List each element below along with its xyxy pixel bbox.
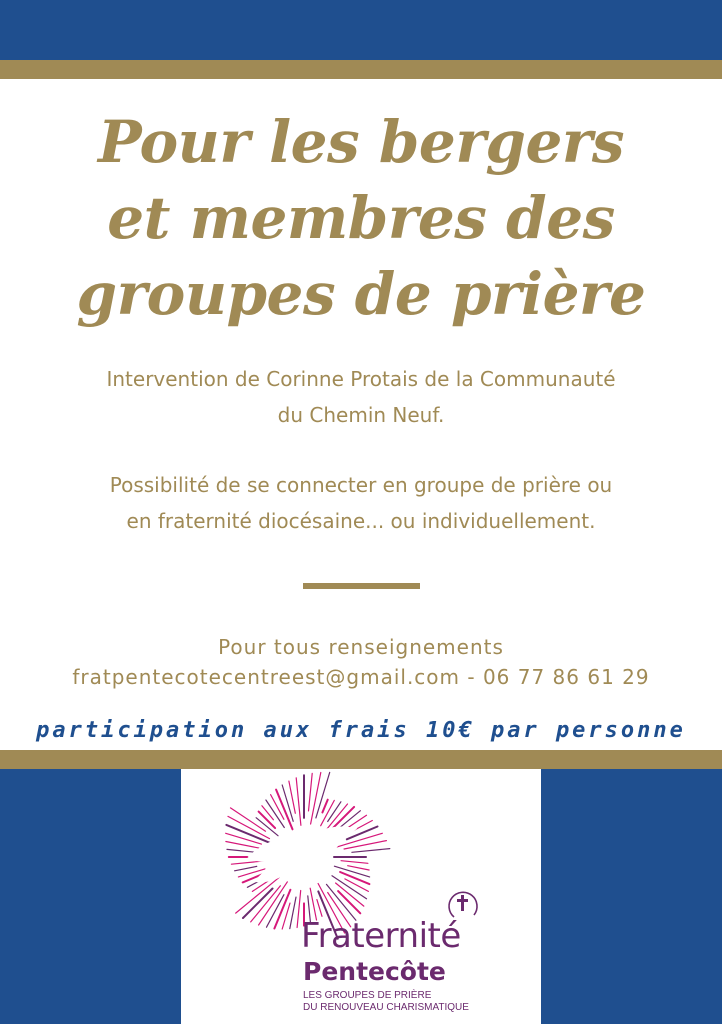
logo-tagline-line-1: LES GROUPES DE PRIÈRE [303,990,432,1001]
intervention-line-2: du Chemin Neuf. [277,403,445,427]
burst-ray [322,800,327,813]
page-title [0,104,722,332]
burst-ray [341,861,368,864]
connection-line-2: en fraternité diocésaine... ou individuellement. [126,509,596,533]
burst-ray [296,778,301,826]
connection-paragraph [20,467,702,539]
burst-ray [340,872,369,884]
burst-ray [311,773,321,825]
top-blue-band [0,0,722,60]
burst-ray [352,849,390,853]
burst-ray [344,841,386,849]
gold-divider [303,583,420,589]
logo-tagline-line-2: DU RENOUVEAU CHARISMATIQUE [303,1002,469,1013]
top-gold-band [0,60,722,79]
burst-ray [235,866,257,870]
intervention-line-1: Intervention de Corinne Protais de la Communauté [106,367,616,391]
burst-ray [345,879,369,892]
title-line-1: Pour les bergers [97,108,625,176]
burst-ray [259,812,276,829]
title-line-2: et membres des [107,184,615,252]
bottom-gold-band [0,750,722,769]
logo-name: Fraternité [301,916,461,956]
fraternite-pentecote-logo [181,769,541,1024]
contact-heading: Pour tous renseignements [218,635,504,659]
logo-name-bold: Pentecôte [303,957,446,986]
burst-ray [290,897,296,929]
title-line-3: groupes de prière [76,260,646,328]
burst-ray [348,866,369,870]
burst-ray [309,773,313,811]
burst-ray [271,795,284,820]
logo-tagline [303,990,469,1014]
burst-ray [317,900,322,917]
fee-notice: participation aux frais 10€ par personne [36,718,686,743]
contact-block [0,632,722,692]
connection-line-1: Possibilité de se connecter en groupe de prière ou [109,473,613,497]
intervention-paragraph [20,361,702,433]
burst-ray [251,886,281,922]
burst-ray [327,884,356,920]
burst-ray [328,802,341,822]
contact-details: fratpentecotecentreest@gmail.com - 06 77 86 61 29 [72,665,650,689]
